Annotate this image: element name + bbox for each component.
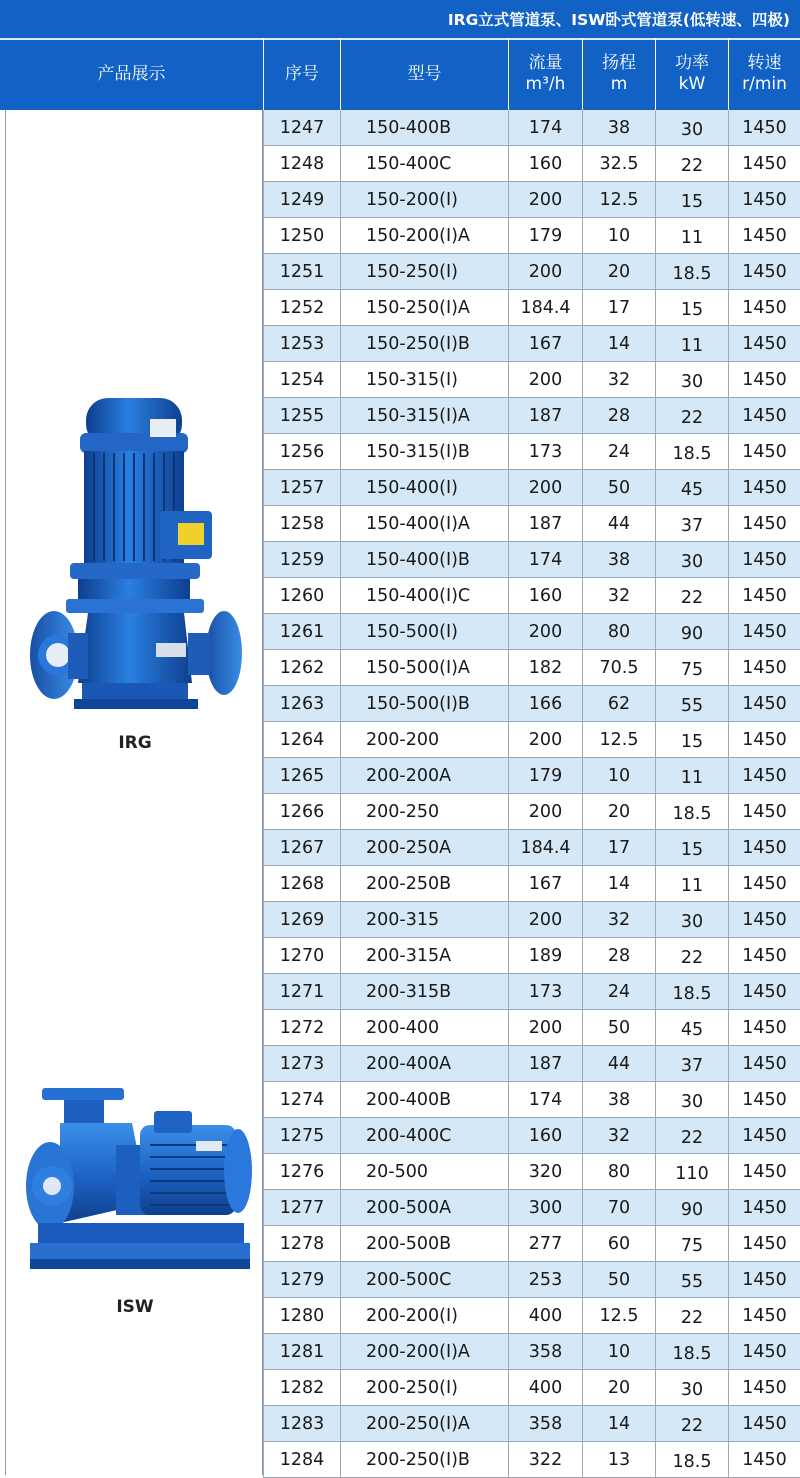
cell-power: 30 (655, 362, 728, 398)
cell-no: 1271 (263, 974, 340, 1010)
header-flow (508, 38, 582, 110)
cell-head: 10 (582, 1334, 655, 1370)
cell-head: 32 (582, 362, 655, 398)
cell-head: 70.5 (582, 650, 655, 686)
cell-flow: 166 (508, 686, 582, 722)
cell-no: 1254 (263, 362, 340, 398)
cell-power: 11 (655, 866, 728, 902)
cell-flow: 173 (508, 974, 582, 1010)
cell-speed: 1450 (728, 1370, 800, 1406)
table-row (263, 182, 800, 218)
cell-power: 75 (655, 650, 728, 686)
cell-power: 37 (655, 506, 728, 542)
cell-power: 22 (655, 1118, 728, 1154)
cell-flow: 358 (508, 1406, 582, 1442)
table-row (263, 1406, 800, 1442)
cell-speed: 1450 (728, 866, 800, 902)
cell-power: 11 (655, 326, 728, 362)
cell-speed: 1450 (728, 974, 800, 1010)
cell-power: 30 (655, 110, 728, 146)
cell-no: 1283 (263, 1406, 340, 1442)
cell-head: 38 (582, 1082, 655, 1118)
cell-head: 20 (582, 794, 655, 830)
cell-power: 18.5 (655, 434, 728, 470)
cell-no: 1272 (263, 1010, 340, 1046)
cell-flow: 400 (508, 1370, 582, 1406)
cell-power: 110 (655, 1154, 728, 1190)
cell-model: 200-250(I)A (340, 1406, 508, 1442)
table-row (263, 1118, 800, 1154)
cell-no: 1249 (263, 182, 340, 218)
header-flow-unit: m³/h (525, 74, 566, 94)
cell-power: 55 (655, 686, 728, 722)
cell-speed: 1450 (728, 758, 800, 794)
cell-no: 1269 (263, 902, 340, 938)
cell-flow: 167 (508, 866, 582, 902)
cell-speed: 1450 (728, 1406, 800, 1442)
cell-no: 1260 (263, 578, 340, 614)
cell-flow: 187 (508, 506, 582, 542)
cell-no: 1247 (263, 110, 340, 146)
cell-flow: 200 (508, 362, 582, 398)
cell-head: 44 (582, 506, 655, 542)
header-divider (0, 38, 800, 40)
cell-model: 200-250B (340, 866, 508, 902)
table-row (263, 1334, 800, 1370)
cell-speed: 1450 (728, 506, 800, 542)
cell-head: 32 (582, 902, 655, 938)
cell-flow: 320 (508, 1154, 582, 1190)
cell-no: 1275 (263, 1118, 340, 1154)
table-row (263, 398, 800, 434)
cell-flow: 174 (508, 1082, 582, 1118)
cell-speed: 1450 (728, 1298, 800, 1334)
cell-flow: 358 (508, 1334, 582, 1370)
cell-no: 1280 (263, 1298, 340, 1334)
cell-no: 1284 (263, 1442, 340, 1478)
cell-no: 1276 (263, 1154, 340, 1190)
cell-model: 150-500(I)B (340, 686, 508, 722)
cell-head: 20 (582, 1370, 655, 1406)
cell-head: 80 (582, 1154, 655, 1190)
cell-no: 1250 (263, 218, 340, 254)
table-row (263, 326, 800, 362)
table-row (263, 506, 800, 542)
table-row (263, 722, 800, 758)
cell-head: 32 (582, 578, 655, 614)
cell-head: 60 (582, 1226, 655, 1262)
cell-flow: 189 (508, 938, 582, 974)
cell-model: 150-400(I)A (340, 506, 508, 542)
cell-model: 200-500C (340, 1262, 508, 1298)
cell-speed: 1450 (728, 1118, 800, 1154)
cell-speed: 1450 (728, 1226, 800, 1262)
table-row (263, 1154, 800, 1190)
cell-flow: 277 (508, 1226, 582, 1262)
cell-power: 18.5 (655, 1334, 728, 1370)
cell-flow: 200 (508, 1010, 582, 1046)
header-product-label: 产品展示 (97, 63, 166, 84)
cell-no: 1281 (263, 1334, 340, 1370)
header-model-label: 型号 (407, 63, 442, 84)
cell-power: 30 (655, 542, 728, 578)
horizontal-pipeline-pump-image (20, 1083, 254, 1283)
cell-speed: 1450 (728, 146, 800, 182)
table-row (263, 866, 800, 902)
cell-speed: 1450 (728, 1190, 800, 1226)
cell-speed: 1450 (728, 1262, 800, 1298)
cell-speed: 1450 (728, 254, 800, 290)
table-row (263, 218, 800, 254)
cell-flow: 187 (508, 398, 582, 434)
cell-speed: 1450 (728, 1010, 800, 1046)
cell-head: 28 (582, 398, 655, 434)
product-label-isw: ISW (116, 1297, 154, 1317)
cell-flow: 184.4 (508, 290, 582, 326)
header-power-label: 功率 (675, 53, 709, 73)
cell-model: 200-200 (340, 722, 508, 758)
cell-head: 12.5 (582, 722, 655, 758)
table-row (263, 650, 800, 686)
cell-power: 55 (655, 1262, 728, 1298)
cell-speed: 1450 (728, 722, 800, 758)
cell-model: 200-400C (340, 1118, 508, 1154)
table-row (263, 1190, 800, 1226)
product-column (5, 110, 263, 1475)
header-speed (728, 38, 800, 110)
cell-no: 1264 (263, 722, 340, 758)
cell-no: 1256 (263, 434, 340, 470)
cell-model: 150-400C (340, 146, 508, 182)
cell-speed: 1450 (728, 362, 800, 398)
cell-no: 1251 (263, 254, 340, 290)
cell-flow: 184.4 (508, 830, 582, 866)
table-row (263, 146, 800, 182)
cell-model: 150-200(I)A (340, 218, 508, 254)
cell-head: 20 (582, 254, 655, 290)
cell-flow: 173 (508, 434, 582, 470)
cell-power: 18.5 (655, 794, 728, 830)
table-row (263, 542, 800, 578)
vertical-pipeline-pump-image (28, 393, 248, 713)
cell-head: 28 (582, 938, 655, 974)
header-no (263, 38, 340, 110)
cell-power: 90 (655, 1190, 728, 1226)
table-title: IRG立式管道泵、ISW卧式管道泵(低转速、四极) (0, 0, 800, 38)
cell-head: 24 (582, 974, 655, 1010)
cell-head: 12.5 (582, 182, 655, 218)
table-row (263, 362, 800, 398)
cell-head: 32.5 (582, 146, 655, 182)
table-row (263, 470, 800, 506)
cell-head: 38 (582, 542, 655, 578)
cell-model: 200-250A (340, 830, 508, 866)
cell-flow: 200 (508, 794, 582, 830)
cell-model: 200-400A (340, 1046, 508, 1082)
cell-power: 22 (655, 578, 728, 614)
cell-model: 200-400B (340, 1082, 508, 1118)
cell-model: 150-250(I)B (340, 326, 508, 362)
header-speed-unit: r/min (742, 74, 787, 94)
cell-no: 1255 (263, 398, 340, 434)
cell-head: 50 (582, 470, 655, 506)
table-row (263, 1226, 800, 1262)
cell-flow: 160 (508, 578, 582, 614)
header-model (340, 38, 508, 110)
cell-head: 32 (582, 1118, 655, 1154)
cell-model: 200-250 (340, 794, 508, 830)
cell-head: 70 (582, 1190, 655, 1226)
header-product (0, 38, 263, 110)
header-head-unit: m (610, 74, 628, 94)
cell-speed: 1450 (728, 434, 800, 470)
cell-power: 15 (655, 830, 728, 866)
cell-no: 1282 (263, 1370, 340, 1406)
table-row (263, 938, 800, 974)
cell-speed: 1450 (728, 1082, 800, 1118)
cell-no: 1262 (263, 650, 340, 686)
cell-head: 80 (582, 614, 655, 650)
cell-model: 200-500A (340, 1190, 508, 1226)
cell-speed: 1450 (728, 542, 800, 578)
cell-power: 18.5 (655, 254, 728, 290)
cell-speed: 1450 (728, 290, 800, 326)
cell-head: 38 (582, 110, 655, 146)
cell-model: 200-315A (340, 938, 508, 974)
cell-model: 200-315 (340, 902, 508, 938)
cell-flow: 200 (508, 614, 582, 650)
cell-model: 150-400B (340, 110, 508, 146)
table-row (263, 254, 800, 290)
cell-power: 15 (655, 182, 728, 218)
cell-speed: 1450 (728, 1442, 800, 1478)
cell-flow: 322 (508, 1442, 582, 1478)
table-row (263, 758, 800, 794)
cell-no: 1253 (263, 326, 340, 362)
cell-flow: 253 (508, 1262, 582, 1298)
cell-power: 11 (655, 758, 728, 794)
cell-model: 200-315B (340, 974, 508, 1010)
cell-head: 10 (582, 758, 655, 794)
table-row (263, 1298, 800, 1334)
cell-no: 1258 (263, 506, 340, 542)
table-row (263, 1442, 800, 1478)
cell-head: 17 (582, 830, 655, 866)
header-power-unit: kW (678, 74, 706, 94)
table-row (263, 902, 800, 938)
cell-speed: 1450 (728, 1334, 800, 1370)
cell-head: 14 (582, 326, 655, 362)
cell-no: 1278 (263, 1226, 340, 1262)
cell-model: 150-400(I)B (340, 542, 508, 578)
cell-head: 14 (582, 1406, 655, 1442)
cell-power: 18.5 (655, 1442, 728, 1478)
cell-no: 1259 (263, 542, 340, 578)
cell-speed: 1450 (728, 650, 800, 686)
cell-power: 45 (655, 1010, 728, 1046)
cell-power: 22 (655, 1298, 728, 1334)
cell-model: 200-250(I)B (340, 1442, 508, 1478)
cell-speed: 1450 (728, 182, 800, 218)
cell-no: 1277 (263, 1190, 340, 1226)
cell-head: 50 (582, 1262, 655, 1298)
cell-flow: 160 (508, 146, 582, 182)
cell-no: 1267 (263, 830, 340, 866)
table-row (263, 614, 800, 650)
cell-power: 22 (655, 938, 728, 974)
cell-power: 30 (655, 902, 728, 938)
product-label-irg: IRG (118, 733, 152, 753)
cell-no: 1263 (263, 686, 340, 722)
cell-model: 150-500(I) (340, 614, 508, 650)
cell-speed: 1450 (728, 686, 800, 722)
cell-power: 15 (655, 290, 728, 326)
cell-model: 150-315(I) (340, 362, 508, 398)
cell-power: 22 (655, 146, 728, 182)
cell-model: 200-200(I) (340, 1298, 508, 1334)
cell-model: 150-250(I)A (340, 290, 508, 326)
header-speed-label: 转速 (747, 53, 782, 73)
cell-model: 20-500 (340, 1154, 508, 1190)
cell-model: 150-400(I) (340, 470, 508, 506)
table-row (263, 1046, 800, 1082)
cell-speed: 1450 (728, 830, 800, 866)
cell-model: 200-200(I)A (340, 1334, 508, 1370)
cell-head: 50 (582, 1010, 655, 1046)
cell-power: 37 (655, 1046, 728, 1082)
cell-head: 12.5 (582, 1298, 655, 1334)
cell-power: 30 (655, 1082, 728, 1118)
table-row (263, 794, 800, 830)
cell-power: 18.5 (655, 974, 728, 1010)
cell-model: 150-200(I) (340, 182, 508, 218)
table-row (263, 110, 800, 146)
cell-model: 150-400(I)C (340, 578, 508, 614)
cell-model: 200-500B (340, 1226, 508, 1262)
cell-no: 1261 (263, 614, 340, 650)
cell-speed: 1450 (728, 614, 800, 650)
cell-flow: 200 (508, 470, 582, 506)
cell-flow: 182 (508, 650, 582, 686)
cell-power: 45 (655, 470, 728, 506)
cell-power: 22 (655, 1406, 728, 1442)
cell-flow: 179 (508, 218, 582, 254)
cell-no: 1273 (263, 1046, 340, 1082)
cell-flow: 400 (508, 1298, 582, 1334)
cell-power: 75 (655, 1226, 728, 1262)
cell-no: 1248 (263, 146, 340, 182)
cell-no: 1265 (263, 758, 340, 794)
table-row (263, 1010, 800, 1046)
cell-head: 62 (582, 686, 655, 722)
cell-flow: 200 (508, 902, 582, 938)
table-row (263, 1262, 800, 1298)
cell-model: 200-250(I) (340, 1370, 508, 1406)
cell-head: 14 (582, 866, 655, 902)
cell-power: 30 (655, 1370, 728, 1406)
cell-speed: 1450 (728, 902, 800, 938)
table-row (263, 686, 800, 722)
cell-head: 10 (582, 218, 655, 254)
cell-model: 200-200A (340, 758, 508, 794)
cell-speed: 1450 (728, 110, 800, 146)
spec-table-body (263, 110, 800, 1478)
cell-head: 24 (582, 434, 655, 470)
table-header (0, 38, 800, 110)
cell-power: 22 (655, 398, 728, 434)
cell-model: 150-500(I)A (340, 650, 508, 686)
cell-no: 1270 (263, 938, 340, 974)
cell-model: 150-315(I)B (340, 434, 508, 470)
cell-speed: 1450 (728, 398, 800, 434)
cell-power: 11 (655, 218, 728, 254)
cell-power: 90 (655, 614, 728, 650)
cell-speed: 1450 (728, 794, 800, 830)
cell-model: 150-315(I)A (340, 398, 508, 434)
header-no-label: 序号 (285, 63, 319, 84)
cell-no: 1257 (263, 470, 340, 506)
cell-flow: 187 (508, 1046, 582, 1082)
cell-flow: 200 (508, 254, 582, 290)
table-row (263, 830, 800, 866)
cell-no: 1252 (263, 290, 340, 326)
table-row (263, 578, 800, 614)
cell-speed: 1450 (728, 1154, 800, 1190)
cell-no: 1274 (263, 1082, 340, 1118)
header-head (582, 38, 655, 110)
cell-model: 150-250(I) (340, 254, 508, 290)
cell-head: 17 (582, 290, 655, 326)
cell-model: 200-400 (340, 1010, 508, 1046)
cell-no: 1268 (263, 866, 340, 902)
cell-flow: 179 (508, 758, 582, 794)
cell-speed: 1450 (728, 470, 800, 506)
cell-speed: 1450 (728, 578, 800, 614)
cell-speed: 1450 (728, 326, 800, 362)
cell-head: 13 (582, 1442, 655, 1478)
cell-flow: 200 (508, 182, 582, 218)
cell-flow: 174 (508, 542, 582, 578)
cell-flow: 174 (508, 110, 582, 146)
table-row (263, 974, 800, 1010)
cell-flow: 200 (508, 722, 582, 758)
cell-head: 44 (582, 1046, 655, 1082)
table-row (263, 434, 800, 470)
cell-no: 1266 (263, 794, 340, 830)
cell-no: 1279 (263, 1262, 340, 1298)
cell-speed: 1450 (728, 938, 800, 974)
header-flow-label: 流量 (528, 53, 563, 73)
cell-flow: 167 (508, 326, 582, 362)
header-power (655, 38, 728, 110)
table-row (263, 1082, 800, 1118)
cell-power: 15 (655, 722, 728, 758)
cell-flow: 160 (508, 1118, 582, 1154)
header-head-label: 扬程 (602, 53, 636, 73)
cell-flow: 300 (508, 1190, 582, 1226)
cell-speed: 1450 (728, 1046, 800, 1082)
table-row (263, 290, 800, 326)
cell-speed: 1450 (728, 218, 800, 254)
table-row (263, 1370, 800, 1406)
